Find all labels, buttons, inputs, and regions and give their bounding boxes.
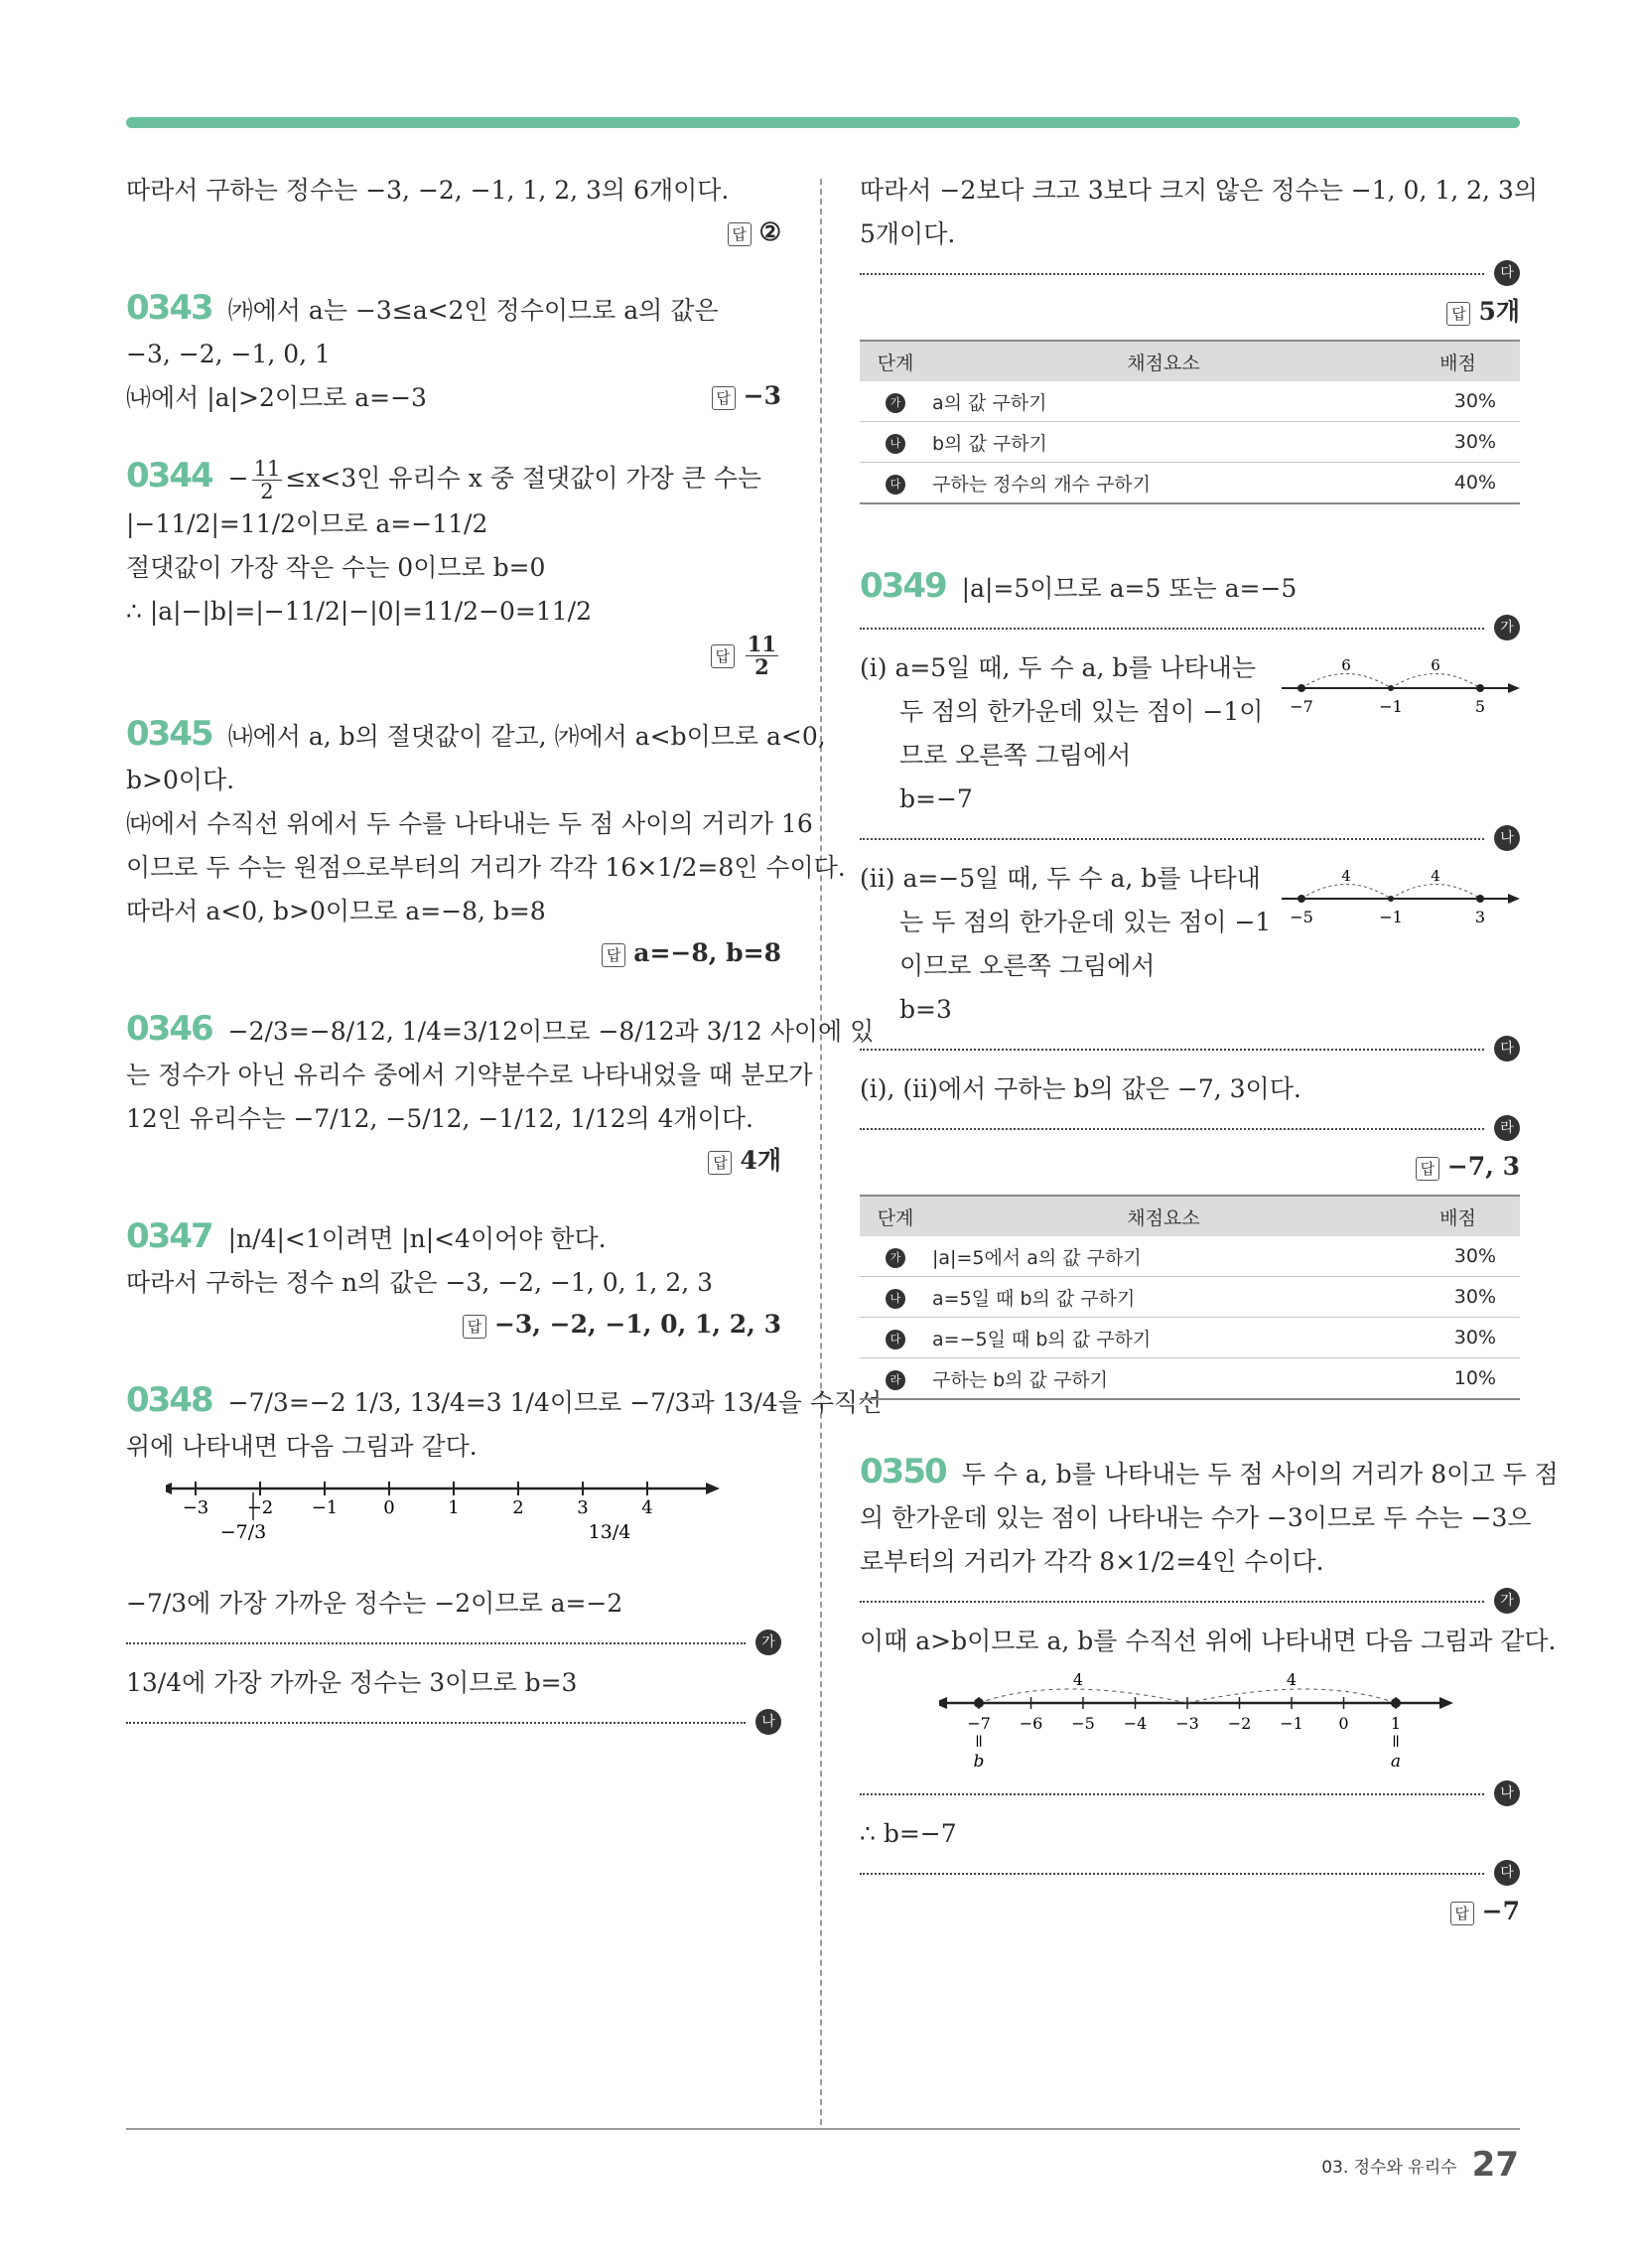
solution-line: |a|=5이므로 a=5 또는 a=−5 <box>961 574 1298 603</box>
header-step: 단계 <box>860 341 931 381</box>
numerator: 11 <box>747 632 776 656</box>
solution-line: (ii) a=−5일 때, 두 수 a, b를 나타내 <box>860 864 1261 893</box>
step-badge: 가 <box>1494 615 1520 640</box>
problem-number: 0349 <box>860 566 946 606</box>
answer-value: ② <box>758 217 781 246</box>
problem-number: 0346 <box>126 1009 212 1049</box>
tick-label: −1 <box>1280 1714 1303 1733</box>
step-badge: 다 <box>886 475 905 495</box>
math-text: − <box>227 464 249 493</box>
answer-mark: 답 <box>711 644 735 668</box>
header-pct: 배점 <box>1396 1196 1520 1236</box>
table-cell: a=5일 때 b의 값 구하기 <box>931 1277 1396 1318</box>
step-badge: 나 <box>886 434 905 454</box>
step-divider <box>860 1780 1520 1808</box>
step-divider <box>860 260 1520 288</box>
step-divider <box>126 1630 781 1657</box>
numerator: 11 <box>253 457 281 481</box>
problem-number: 0347 <box>126 1216 212 1256</box>
step-badge: 나 <box>886 1289 905 1309</box>
fraction <box>252 458 283 502</box>
problem-0343 <box>126 286 781 420</box>
answer-value: −7 <box>1481 1897 1520 1925</box>
answer-line <box>126 1141 781 1181</box>
tick-label: −2 <box>1227 1714 1252 1733</box>
solution-line: (i), (ii)에서 구하는 b의 값은 −7, 3이다. <box>860 1074 1301 1103</box>
solution-line: 므로 오른쪽 그림에서 <box>899 741 1132 770</box>
solution-line: 이므로 오른쪽 그림에서 <box>899 951 1156 980</box>
step-divider <box>860 1588 1520 1616</box>
problem-0342-continued <box>860 169 1538 504</box>
step-badge: 가 <box>1494 1588 1520 1614</box>
step-badge: 다 <box>1494 1860 1520 1886</box>
math-text: ≤x<3인 유리수 x 중 절댓값이 가장 큰 수는 <box>285 464 762 493</box>
step-divider <box>860 615 1520 642</box>
answer-line <box>860 1147 1520 1187</box>
step-badge: 나 <box>1494 1780 1520 1806</box>
tick-label: −2 <box>246 1497 274 1518</box>
label-a: −7/3 <box>219 1521 267 1543</box>
number-line-figure <box>939 1663 1455 1772</box>
equals-mark: ǁ <box>1392 1732 1400 1751</box>
tick-label: −5 <box>1071 1714 1095 1733</box>
problem-number: 0350 <box>860 1452 946 1491</box>
step-divider <box>860 825 1520 853</box>
intro-block <box>126 169 781 252</box>
distance-label: 4 <box>1431 867 1440 885</box>
table-row <box>860 381 1520 422</box>
problem-number: 0344 <box>126 456 212 496</box>
distance-label: 4 <box>1341 867 1351 885</box>
table-cell: 30% <box>1396 1277 1520 1318</box>
table-row <box>860 1358 1520 1400</box>
solution-line: 는 두 점의 한가운데 있는 점이 −1 <box>899 908 1272 936</box>
header-step: 단계 <box>860 1196 931 1236</box>
solution-line: ∴ b=−7 <box>860 1819 957 1848</box>
case-2 <box>860 857 1520 1032</box>
label-b: 13/4 <box>588 1521 631 1543</box>
solution-line: 12인 유리수는 −7/12, −5/12, −1/12, 1/12의 4개이다. <box>126 1104 753 1133</box>
answer-value: −3, −2, −1, 0, 1, 2, 3 <box>493 1310 781 1339</box>
problem-0349 <box>860 564 1520 1400</box>
case-1 <box>860 646 1520 821</box>
solution-line: 13/4에 가장 가까운 정수는 3이므로 b=3 <box>126 1668 578 1697</box>
table-cell: 구하는 b의 값 구하기 <box>931 1358 1396 1400</box>
tick-label: −3 <box>1175 1714 1199 1733</box>
solution-line: b>0이다. <box>126 766 235 794</box>
solution-line: 따라서 −2보다 크고 3보다 크지 않은 정수는 −1, 0, 1, 2, 3의 <box>860 176 1538 205</box>
answer-line <box>126 933 781 973</box>
solution-line: −2/3=−8/12, 1/4=3/12이므로 −8/12과 3/12 사이에 있 <box>227 1017 875 1046</box>
answer-line <box>712 376 781 416</box>
arrow-right <box>706 1483 720 1494</box>
table-cell: b의 값 구하기 <box>931 422 1396 463</box>
answer-mark: 답 <box>1446 302 1470 326</box>
solution-line: ㈎에서 a는 −3≤a<2인 정수이므로 a의 값은 <box>227 296 719 325</box>
scoring-table <box>860 1195 1520 1400</box>
solution-line: |−11/2|=11/2이므로 a=−11/2 <box>126 509 488 538</box>
distance-label: 4 <box>1072 1670 1084 1689</box>
denominator: 2 <box>754 654 769 679</box>
solution-line: ㈐에서 수직선 위에서 두 수를 나타내는 두 점 사이의 거리가 16 <box>126 809 813 838</box>
number-line-figure <box>166 1469 761 1578</box>
point-label-a: a <box>1390 1752 1402 1772</box>
answer-line <box>126 634 781 678</box>
problem-number: 0348 <box>126 1380 212 1420</box>
tick-label: 1 <box>448 1497 460 1518</box>
number-line-figure-case2 <box>1282 865 1520 944</box>
step-divider <box>860 1860 1520 1888</box>
solution-line: −7/3에 가장 가까운 정수는 −2이므로 a=−2 <box>126 1589 623 1618</box>
solution-line: 위에 나타내면 다음 그림과 같다. <box>126 1432 478 1461</box>
step-badge: 라 <box>1494 1115 1520 1141</box>
tick-label: −7 <box>1290 697 1313 716</box>
answer-mark: 답 <box>728 222 752 246</box>
tick-label: 4 <box>641 1497 653 1518</box>
step-badge: 다 <box>1494 1036 1520 1062</box>
tick-label: 5 <box>1474 697 1486 716</box>
step-divider <box>126 1709 781 1737</box>
problem-0350 <box>860 1450 1559 1931</box>
table-cell: a의 값 구하기 <box>931 381 1396 422</box>
table-cell: |a|=5에서 a의 값 구하기 <box>931 1236 1396 1277</box>
table-cell: 10% <box>1396 1358 1520 1400</box>
tick-label: 0 <box>383 1497 395 1518</box>
solution-line: 절댓값이 가장 작은 수는 0이므로 b=0 <box>126 553 546 582</box>
solution-line: 는 정수가 아닌 유리수 중에서 기약분수로 나타내었을 때 분모가 <box>126 1061 813 1089</box>
step-divider <box>860 1115 1520 1143</box>
answer-mark: 답 <box>463 1315 486 1339</box>
solution-line: |n/4|<1이려면 |n|<4이어야 한다. <box>227 1224 607 1253</box>
solution-line: 이때 a>b이므로 a, b를 수직선 위에 나타내면 다음 그림과 같다. <box>860 1627 1557 1655</box>
arrow-left <box>166 1483 172 1494</box>
answer-mark: 답 <box>1450 1902 1474 1925</box>
tick-label: −1 <box>1379 697 1403 716</box>
tick-label: −3 <box>182 1497 209 1518</box>
column-divider <box>820 179 822 2125</box>
solution-line: −3, −2, −1, 0, 1 <box>126 340 331 368</box>
table-cell: 구하는 정수의 개수 구하기 <box>931 463 1396 504</box>
header-item: 채점요소 <box>931 341 1396 381</box>
table-cell: a=−5일 때 b의 값 구하기 <box>931 1318 1396 1358</box>
page-footer <box>1321 2145 1519 2185</box>
step-divider <box>860 1036 1520 1063</box>
solution-line: ∴ |a|−|b|=|−11/2|−|0|=11/2−0=11/2 <box>126 597 593 626</box>
tick-label: 3 <box>577 1497 589 1518</box>
top-accent-bar <box>126 117 1520 128</box>
left-column <box>126 169 883 1771</box>
problem-0345 <box>126 712 846 973</box>
answer-mark: 답 <box>602 943 625 967</box>
tick-label: 0 <box>1338 1714 1349 1733</box>
answer-mark: 답 <box>712 386 736 410</box>
tick-label: −6 <box>1019 1714 1043 1733</box>
table-row <box>860 1318 1520 1358</box>
distance-label: 4 <box>1286 1670 1298 1689</box>
solution-line: 따라서 구하는 정수 n의 값은 −3, −2, −1, 0, 1, 2, 3 <box>126 1268 714 1297</box>
tick-label: −1 <box>311 1497 339 1518</box>
answer-line <box>860 1892 1520 1931</box>
table-row <box>860 422 1520 463</box>
solution-line: 두 점의 한가운데 있는 점이 −1이 <box>899 697 1264 726</box>
step-badge: 다 <box>886 1330 905 1349</box>
chapter-title: 03. 정수와 유리수 <box>1321 2157 1457 2178</box>
step-badge: 다 <box>1494 260 1520 286</box>
answer-fraction <box>746 634 778 678</box>
table-cell: 30% <box>1396 1318 1520 1358</box>
problem-number: 0345 <box>126 714 212 754</box>
problem-0347 <box>126 1214 781 1345</box>
step-badge: 가 <box>886 393 905 413</box>
distance-label: 6 <box>1431 656 1440 674</box>
problem-0344 <box>126 454 781 678</box>
solution-line: 로부터의 거리가 각각 8×1/2=4인 수이다. <box>860 1547 1324 1576</box>
table-cell: 30% <box>1396 422 1520 463</box>
answer-line <box>126 1305 781 1345</box>
answer-value: 5개 <box>1478 297 1520 326</box>
table-cell: 30% <box>1396 381 1520 422</box>
page-number: 27 <box>1471 2145 1519 2185</box>
solution-line: ㈏에서 a, b의 절댓값이 같고, ㈎에서 a<b이므로 a<0, <box>227 722 826 751</box>
solution-line: 의 한가운데 있는 점이 나타내는 수가 −3이므로 두 수는 −3으 <box>860 1503 1532 1532</box>
distance-label: 6 <box>1341 656 1351 674</box>
solution-line: b=3 <box>899 995 952 1024</box>
answer-line <box>860 292 1520 332</box>
tick-label: 3 <box>1474 908 1486 926</box>
tick-label: −4 <box>1123 1714 1148 1733</box>
right-column <box>860 169 1559 1965</box>
tick-label: 2 <box>512 1497 524 1518</box>
solution-line: −7/3=−2 1/3, 13/4=3 1/4이므로 −7/3과 13/4을 수직선 <box>227 1388 883 1417</box>
table-row <box>860 1277 1520 1318</box>
scoring-table <box>860 340 1520 504</box>
footer-divider <box>126 2128 1520 2130</box>
answer-mark: 답 <box>1416 1157 1439 1181</box>
solution-line: 두 수 a, b를 나타내는 두 점 사이의 거리가 8이고 두 점 <box>961 1460 1559 1488</box>
tick-label: −1 <box>1379 908 1403 926</box>
step-badge: 라 <box>886 1370 905 1390</box>
answer-line <box>126 213 781 252</box>
problem-0348 <box>126 1378 883 1737</box>
point-label-b: b <box>973 1752 985 1772</box>
tick-label: −7 <box>967 1714 991 1733</box>
intro-text: 따라서 구하는 정수는 −3, −2, −1, 1, 2, 3의 6개이다. <box>126 176 730 205</box>
solution-line: ㈏에서 |a|>2이므로 a=−3 <box>126 383 427 412</box>
problem-0346 <box>126 1007 875 1181</box>
answer-value: −3 <box>743 381 781 410</box>
step-badge: 가 <box>755 1630 781 1655</box>
tick-label: −5 <box>1290 908 1313 926</box>
header-pct: 배점 <box>1396 341 1520 381</box>
denominator: 2 <box>260 480 274 503</box>
table-row <box>860 463 1520 504</box>
answer-value: a=−8, b=8 <box>633 938 781 967</box>
answer-value: −7, 3 <box>1446 1152 1520 1181</box>
step-badge: 나 <box>1494 825 1520 851</box>
solution-line: 따라서 a<0, b>0이므로 a=−8, b=8 <box>126 897 546 925</box>
step-badge: 나 <box>755 1709 781 1735</box>
table-row <box>860 1236 1520 1277</box>
number-line-figure-case1 <box>1282 654 1520 734</box>
problem-number: 0343 <box>126 288 212 328</box>
step-badge: 가 <box>886 1248 905 1268</box>
answer-value: 4개 <box>740 1146 781 1175</box>
equals-mark: ǁ <box>975 1732 983 1751</box>
header-item: 채점요소 <box>931 1196 1396 1236</box>
tick-label: 1 <box>1390 1714 1402 1733</box>
solution-line: 이므로 두 수는 원점으로부터의 거리가 각각 16×1/2=8인 수이다. <box>126 853 846 882</box>
solution-line: (i) a=5일 때, 두 수 a, b를 나타내는 <box>860 653 1257 682</box>
solution-line: 5개이다. <box>860 219 956 248</box>
table-cell: 40% <box>1396 463 1520 504</box>
table-cell: 30% <box>1396 1236 1520 1277</box>
solution-line: b=−7 <box>899 784 973 813</box>
answer-mark: 답 <box>708 1151 732 1175</box>
